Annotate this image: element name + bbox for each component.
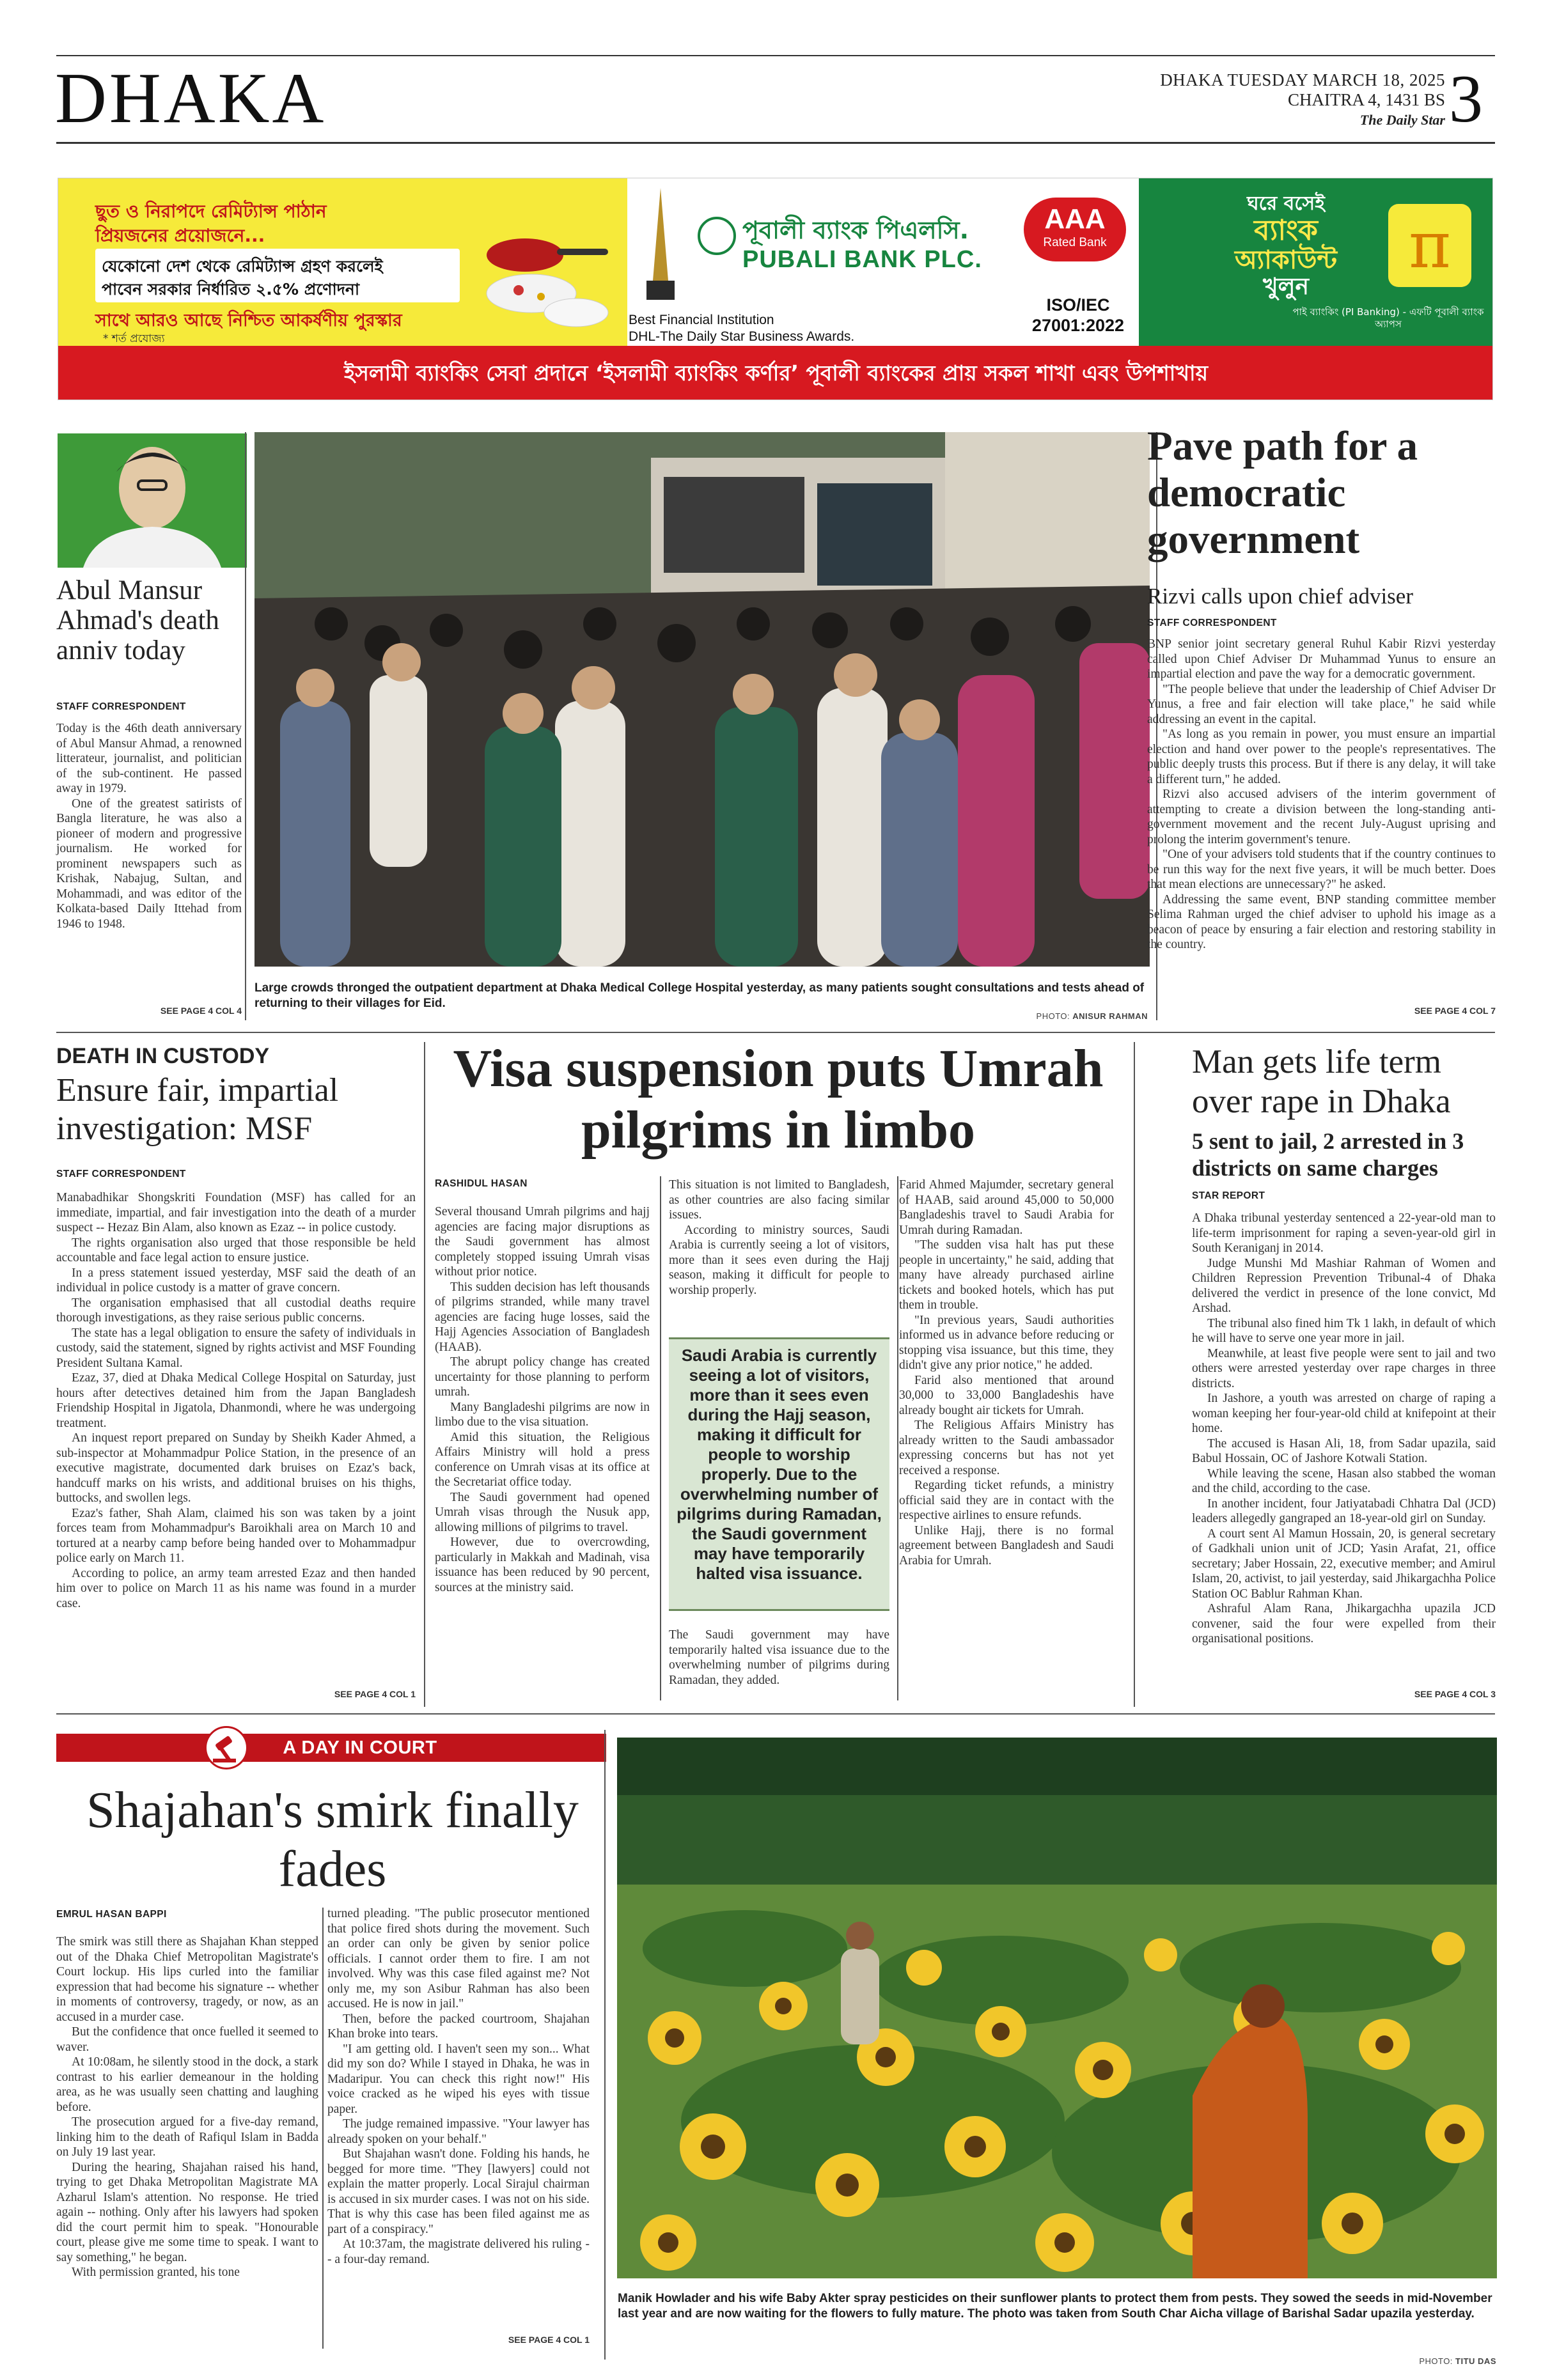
ad-pi-logo: π [1388, 204, 1471, 287]
ad-right-text [1203, 192, 1369, 300]
paragraph: Today is the 46th death anniversary of Abul Mansur Ahmad, a renowned litterateur, journalist, and politician of the sub-continent. He passed away in 1979. [56, 722, 242, 795]
rape-subhead: 5 sent to jail, 2 arrested in 3 districts on same charges [1192, 1128, 1464, 1181]
ad-award2: DHL-The Daily Star Business Awards. [629, 329, 855, 344]
abul-byline: STAFF CORRESPONDENT [56, 701, 186, 712]
visa-body-col1 [435, 1204, 650, 1595]
paper-name: The Daily Star [1359, 112, 1445, 128]
msf-kicker: DEATH IN CUSTODY [56, 1044, 270, 1068]
court-body-col2 [327, 1906, 590, 2267]
visa-pull-quote-text: Saudi Arabia is currently seeing a lot of visitors, more than it sees even during the Hajj season, making it difficult for people to worship properly. Due to the overwhelming number of pilgrims during Ramadan, the Saudi government may have temporarily halted visa issuance. [677, 1346, 882, 1583]
sunflower-illustration [617, 1738, 1497, 2278]
ad-award1: Best Financial Institution [629, 313, 774, 327]
court-headline: Shajahan's smirk finally fades [86, 1782, 579, 1897]
ad-iso1: ISO/IEC [1046, 295, 1110, 315]
sunflower-photo [617, 1738, 1497, 2278]
visa-pull-quote [669, 1337, 889, 1611]
paragraph: A Dhaka tribunal yesterday sentenced a 22-year-old man to life-term imprisonment for raping a seven-year-old girl in South Keraniganj in 2014. [1192, 1211, 1496, 1255]
paragraph: But Shajahan wasn't done. Folding his hands, he begged for more time. "They [lawyers] could not explain the matter properly. Local Sirajul chairman is accused in six murder cases. I was not on his side. That is why this case has been filed against me as part of a conspiracy." [327, 2147, 590, 2236]
visa-headline: Visa suspension puts Umrah pilgrims in limbo [453, 1039, 1104, 1160]
paragraph: This situation is not limited to Bangladesh, as other countries are also facing similar issues. [669, 1178, 889, 1222]
court-banner [56, 1734, 606, 1762]
paragraph: At 10:37am, the magistrate delivered his ruling -- a four-day remand. [327, 2237, 590, 2266]
paragraph: With permission granted, his tone [72, 2266, 240, 2279]
ad-bank-bn: পূবালী ব্যাংক পিএলসি. [742, 216, 969, 244]
masthead-rule [56, 142, 1495, 144]
paragraph: In a press statement issued yesterday, MSF said the death of an individual in police custody is a matter of grave concern. [56, 1266, 416, 1295]
rape-body [1192, 1211, 1496, 1647]
top-rule [56, 55, 1495, 56]
bottom-photo-credit [1272, 2356, 1496, 2366]
paragraph: Ezaz, 37, died at Dhaka Medical College Hospital on Saturday, just hours after detectives detained him from the Japan Bangladesh Friendship Hospital in Jigatola, Dhanmondi, where he was undergoing treatment. [56, 1371, 416, 1430]
pubali-bank-ad[interactable] [58, 178, 1493, 400]
paragraph: BNP senior joint secretary general Ruhul Kabir Rizvi yesterday called upon Chief Adviser Dr Muhammad Yunus to ensure an impartial election and pave the way for a democratic government. [1147, 637, 1496, 681]
msf-see-page: SEE PAGE 4 COL 1 [334, 1689, 416, 1699]
ad-remit1: যেকোনো দেশ থেকে রেমিট্যান্স গ্রহণ করলেই [102, 257, 383, 276]
rizvi-byline: STAFF CORRESPONDENT [1147, 618, 1277, 628]
section-title: DHAKA [55, 59, 327, 138]
crowd-photo-illustration [254, 432, 1150, 967]
divider [322, 1908, 324, 2349]
rizvi-body [1147, 637, 1496, 953]
paragraph: Ezaz's father, Shah Alam, claimed his son was taken by a joint forces team from Mohammadpur's Baroikhali area on March 10 and tortured at a nearby camp before being handed over to Mohammadpur police early on March 11. [56, 1506, 416, 1565]
page-number: 3 [1449, 61, 1483, 136]
paragraph: While leaving the scene, Hasan also stabbed the woman and the child, according to the case. [1192, 1466, 1496, 1495]
paragraph: Farid also mentioned that around 30,000 to 33,000 Bangladeshis have already bought air tickets for Umrah. [899, 1373, 1114, 1417]
paragraph: "The people believe that under the leadership of Chief Adviser Dr Yunus, a free and fair election will take place," he said while addressing an event in the capital. [1147, 682, 1496, 726]
paragraph: But the confidence that once fuelled it seemed to waver. [56, 2025, 318, 2054]
msf-headline: Ensure fair, impartial investigation: MSF [56, 1072, 339, 1147]
rizvi-headline: Pave path for a democratic government [1147, 423, 1418, 563]
rizvi-subhead: Rizvi calls upon chief adviser [1147, 584, 1413, 609]
paragraph: The state has a legal obligation to ensure the safety of individuals in custody, said the statement, signed by rights activist and MSF Founding President Sultana Kamal. [56, 1326, 416, 1370]
visa-body-col2 [669, 1178, 889, 1298]
paragraph: In another incident, four Jatiyatabadi Chhatra Dal (JCD) leaders allegedly gangraped an 18-year-old girl on Sunday. [1192, 1497, 1496, 1525]
paragraph: The prosecution argued for a five-day remand, linking him to the death of Rafiqul Islam in Badda on July 19 last year. [56, 2115, 318, 2159]
ad-right1: ঘরে বসেই [1247, 192, 1325, 215]
paragraph: The accused is Hasan Ali, 18, from Sadar upazila, said Babul Hossain, OC of Jashore Kotwali Station. [1192, 1436, 1496, 1465]
top-photo-credit [895, 1011, 1148, 1021]
paragraph: One of the greatest satirists of Bangla literature, he was also a pioneer of modern and progressive journalism. He worked for prominent newspapers such as Krishak, Nabajug, Sultan, and Mohammadi, and was editor of the Kolkata-based Daily Ittehad from 1946 to 1948. [56, 797, 242, 931]
paragraph: Judge Munshi Md Mashiar Rahman of Women and Children Repression Prevention Tribunal-4 of Dhaka delivered the verdict in presence of the lone convict, Md Arshad. [1192, 1256, 1496, 1315]
trophy-icon [635, 185, 686, 306]
paragraph: Rizvi also accused advisers of the interim government of attempting to create a division between the long-standing anti-government movement and the recent July-August uprising and prolong the interim government's tenure. [1147, 788, 1496, 846]
ad-bank-en: PUBALI BANK PLC. [742, 246, 982, 273]
paragraph: turned pleading. "The public prosecutor mentioned that police fired shots during the movement. Such an order can only be given by senior police officials. I cannot order them to fire. I am not involved. Why was this case filed against me? Not only me, my son Asibur Rahman has also been accused. He is now in jail." [327, 1907, 590, 2011]
court-see-page: SEE PAGE 4 COL 1 [508, 2335, 590, 2345]
ad-banner: ইসলামী ব্যাংকিং সেবা প্রদানে ‘ইসলামী ব্যাংকিং কর্ণার’ পূবালী ব্যাংকের প্রায় সকল শাখা এবং উপশাখায় [58, 346, 1493, 400]
bottom-photo-caption: Manik Howlader and his wife Baby Akter spray pesticides on their sunflower plants to protect them from pests. They sowed the seeds in mid-November last year and are now waiting for the flowers to fully mature. The photo was taken from South Char Aicha village of Barishal Sadar upazila yesterday. [618, 2292, 1492, 2321]
visa-byline: RASHIDUL HASAN [435, 1178, 528, 1189]
msf-body [56, 1190, 416, 1611]
paragraph: According to ministry sources, Saudi Arabia is currently seeing a lot of visitors, more than it sees even during the Hajj season, making it difficult for people to worship properly. [669, 1223, 889, 1297]
abul-body [56, 721, 242, 931]
divider [1134, 1042, 1135, 1707]
paragraph: "I am getting old. I haven't seen my son... What did my son do? While I stayed in Dhaka, he was in Madaripur. You can check this right now!" His voice cracked as he wiped his eyes with tissue paper. [327, 2042, 590, 2116]
rape-headline: Man gets life term over rape in Dhaka [1192, 1043, 1451, 1120]
ad-rating-sub: Rated Bank [1043, 236, 1107, 249]
rape-byline: STAR REPORT [1192, 1190, 1265, 1201]
ad-bonus: সাথে আরও আছে নিশ্চিত আকর্ষণীয় পুরস্কার [95, 311, 402, 331]
divider [897, 1176, 898, 1700]
paragraph: Amid this situation, the Religious Affairs Ministry will hold a press conference on Umrah visas at its office at the Secretariat office today. [435, 1430, 650, 1489]
paragraph: In Jashore, a youth was arrested on charge of raping a woman keeping her four-year-old child at knifepoint at their home. [1192, 1392, 1496, 1435]
ad-condition: * শর্ত প্রযোজ্য [103, 332, 165, 345]
ad-line1: ছুত ও নিরাপদে রেমিট্যান্স পাঠান [95, 201, 327, 222]
paragraph: Many Bangladeshi pilgrims are now in limbo due to the visa situation. [435, 1400, 650, 1429]
ad-bank-logo [698, 217, 736, 255]
cookware-icon [480, 217, 615, 332]
paragraph: The abrupt policy change has created uncertainty for those planning to perform umrah. [435, 1355, 650, 1399]
paragraph: Farid Ahmed Majumder, secretary general of HAAB, said around 45,000 to 50,000 Bangladeshis travel to Saudi Arabia for Umrah during Ramadan. [899, 1178, 1114, 1237]
paragraph: Regarding ticket refunds, a ministry official said they are in contact with the respective airlines to ensure refunds. [899, 1479, 1114, 1522]
paragraph: An inquest report prepared on Sunday by Sheikh Kader Ahmed, a sub-inspector at Mohammadpur Police Station, in the presence of an executive magistrate, documented dark bruises on Ezaz's back, handcuff marks on his wrists, and additional bruises on his thighs, buttocks, and swollen legs. [56, 1431, 416, 1505]
date-line: DHAKA TUESDAY MARCH 18, 2025 [1160, 70, 1445, 89]
paragraph: Ashraful Alam Rana, Jhikargachha upazila JCD convener, said the four were expelled from their organisational positions. [1192, 1602, 1496, 1645]
paragraph: The Saudi government may have temporarily halted visa issuance due to the overwhelming number of pilgrims during Ramadan, they added. [669, 1628, 889, 1687]
bottom-photo-credit-label: PHOTO: [1419, 2356, 1453, 2366]
divider [424, 1042, 425, 1707]
top-photo-credit-label: PHOTO: [1036, 1011, 1070, 1021]
ad-remit2: পাবেন সরকার নির্ধারিত ২.৫% প্রণোদনা [102, 280, 360, 299]
visa-body-col2b [669, 1628, 889, 1688]
top-photo-caption: Large crowds thronged the outpatient department at Dhaka Medical College Hospital yesterday, as many patients sought consultations and tests ahead of returning to their villages for Eid. [254, 981, 1145, 1010]
ad-trophy [635, 185, 686, 306]
ad-iso [1024, 295, 1132, 336]
abul-see-page: SEE PAGE 4 COL 4 [160, 1006, 242, 1016]
paragraph: "As long as you remain in power, you must ensure an impartial election and hand over power to the people's representatives. The public deeply trusts this process. But if there is any delay, it will take a different turn," he added. [1147, 727, 1496, 786]
divider [56, 1713, 1495, 1715]
ad-app-text: পাই ব্যাংকিং (PI Banking) - এফটি পূবালী ব্যাংক অ্যাপস [1292, 306, 1484, 330]
top-photo-credit-name: ANISUR RAHMAN [1072, 1011, 1148, 1021]
ad-rating: AAA [1044, 203, 1106, 235]
paragraph: Manabadhikar Shongskriti Foundation (MSF) has called for an immediate, impartial, and fair investigation into the death of a murder suspect -- Hezaz Bin Alam, also known as Ezaz -- in police custody. [56, 1191, 416, 1234]
paragraph: The judge remained impassive. "Your lawyer has already spoken on your behalf." [327, 2117, 590, 2146]
rizvi-see-page: SEE PAGE 4 COL 7 [1414, 1006, 1496, 1016]
divider [660, 1176, 661, 1700]
bottom-photo-credit-name: TITU DAS [1455, 2356, 1496, 2366]
paragraph: The tribunal also fined him Tk 1 lakh, in default of which he will have to serve one year more in jail. [1192, 1316, 1496, 1345]
msf-byline: STAFF CORRESPONDENT [56, 1169, 186, 1179]
masthead-info [1125, 70, 1445, 130]
paragraph: During the hearing, Shajahan raised his hand, trying to get Dhaka Metropolitan Magistrate MA Azharul Islam's attention. No response. He tried again -- nothing. Only after his lawyers had spoken did the court permit him to speak. "Honourable court, please give me some time to speak. I want to say something," he began. [56, 2160, 318, 2264]
ad-iso2: 27001:2022 [1031, 316, 1125, 335]
paragraph: A court sent Al Mamun Hossain, 20, is general secretary of Gadkhali union unit of JCD; Yasin Arafat, 21, office secretary; Jaber Hossain, 22, executive member; and Amirul Islam, 20, activist, to jail yesterday, said Jhikargachha Police Station OC Bablur Rahman Khan. [1192, 1527, 1496, 1601]
paragraph: The smirk was still there as Shajahan Khan stepped out of the Dhaka Chief Metropolitan Magistrate's Court lockup. His lips curled into the familiar expression that had become his signature -- whether in moments of controversy, tragedy, or now, as an accused in a murder case. [56, 1935, 318, 2024]
ad-line2: প্রিয়জনের প্রয়োজনে... [95, 225, 265, 246]
paragraph: The Saudi government had opened Umrah visas through the Nusuk app, allowing millions of pilgrims to travel. [435, 1490, 650, 1534]
bangla-date: CHAITRA 4, 1431 BS [1287, 90, 1445, 109]
paragraph: The Religious Affairs Ministry has already written to the Saudi ambassador expressing concerns but has not yet received a response. [899, 1419, 1114, 1477]
court-banner-text: A DAY IN COURT [283, 1738, 437, 1758]
paragraph: "In previous years, Saudi authorities informed us in advance before reducing or stopping visa issuance, but this time, they didn't give any prior notice," he added. [899, 1313, 1114, 1372]
ad-rating-badge [1024, 198, 1126, 261]
paragraph: "One of your advisers told students that if the country continues to be run this way for the next five years, it will be much better. Does that mean elections are unnecessary?" he asked. [1147, 848, 1496, 891]
ad-right3: অ্যাকাউন্ট [1234, 245, 1338, 275]
ad-right4: খুলুন [1263, 274, 1309, 300]
paragraph: Then, before the packed courtroom, Shajahan Khan broke into tears. [327, 2012, 590, 2041]
paragraph: This sudden decision has left thousands of pilgrims stranded, while many travel agencies are facing huge losses, said the Hajj Agencies Association of Bangladesh (HAAB). [435, 1280, 650, 1354]
divider [604, 1730, 606, 2360]
paragraph: Meanwhile, at least five people were sent to jail and two others were arrested yesterday over rape charges in three districts. [1192, 1346, 1496, 1390]
portrait-illustration [58, 433, 247, 568]
paragraph: The organisation emphasised that all custodial deaths require thorough investigations, as they raise serious public concerns. [56, 1296, 416, 1325]
divider [56, 1032, 1495, 1033]
dmch-crowd-photo [254, 432, 1150, 967]
ad-right2: ব্যাংক [1254, 214, 1318, 247]
paragraph: "The sudden visa halt has put these people in uncertainty," he said, adding that many have already purchased airline tickets and booked hotels, which has put them in trouble. [899, 1238, 1114, 1312]
paragraph: The rights organisation also urged that those responsible be held accountable and face legal action to ensure justice. [56, 1236, 416, 1264]
paragraph: However, due to overcrowding, particularly in Makkah and Madinah, visa issuance has been reduced by 90 percent, sources at the ministry said. [435, 1536, 650, 1594]
paragraph: Addressing the same event, BNP standing committee member Selima Rahman urged the chief adviser to uphold his image as a beacon of peace by ensuring a fair election and restoring stability in the country. [1147, 892, 1496, 951]
rape-see-page: SEE PAGE 4 COL 3 [1414, 1689, 1496, 1699]
ad-pans-illustration [480, 217, 615, 332]
paragraph: Unlike Hajj, there is no formal agreement between Bangladesh and Saudi Arabia for Umrah. [899, 1523, 1114, 1567]
paragraph: Several thousand Umrah pilgrims and hajj agencies are facing major disruptions as the Saudi government has almost completely stopped issuing Umrah visas without prior notice. [435, 1205, 650, 1279]
paragraph: According to police, an army team arrested Ezaz and then handed him over to police on March 11 as his name was found in a murder case. [56, 1566, 416, 1610]
divider [245, 432, 246, 1020]
abul-headline: Abul Mansur Ahmad's death anniv today [56, 575, 219, 665]
paragraph: At 10:08am, he silently stood in the dock, a stark contrast to his earlier demeanour in the holding area, as he was usually seen chatting and laughing before. [56, 2055, 318, 2114]
court-byline: EMRUL HASAN BAPPI [56, 1909, 167, 1920]
visa-body-col3 [899, 1178, 1114, 1568]
court-body-col1 [56, 1934, 318, 2280]
abul-mansur-portrait [58, 433, 247, 568]
